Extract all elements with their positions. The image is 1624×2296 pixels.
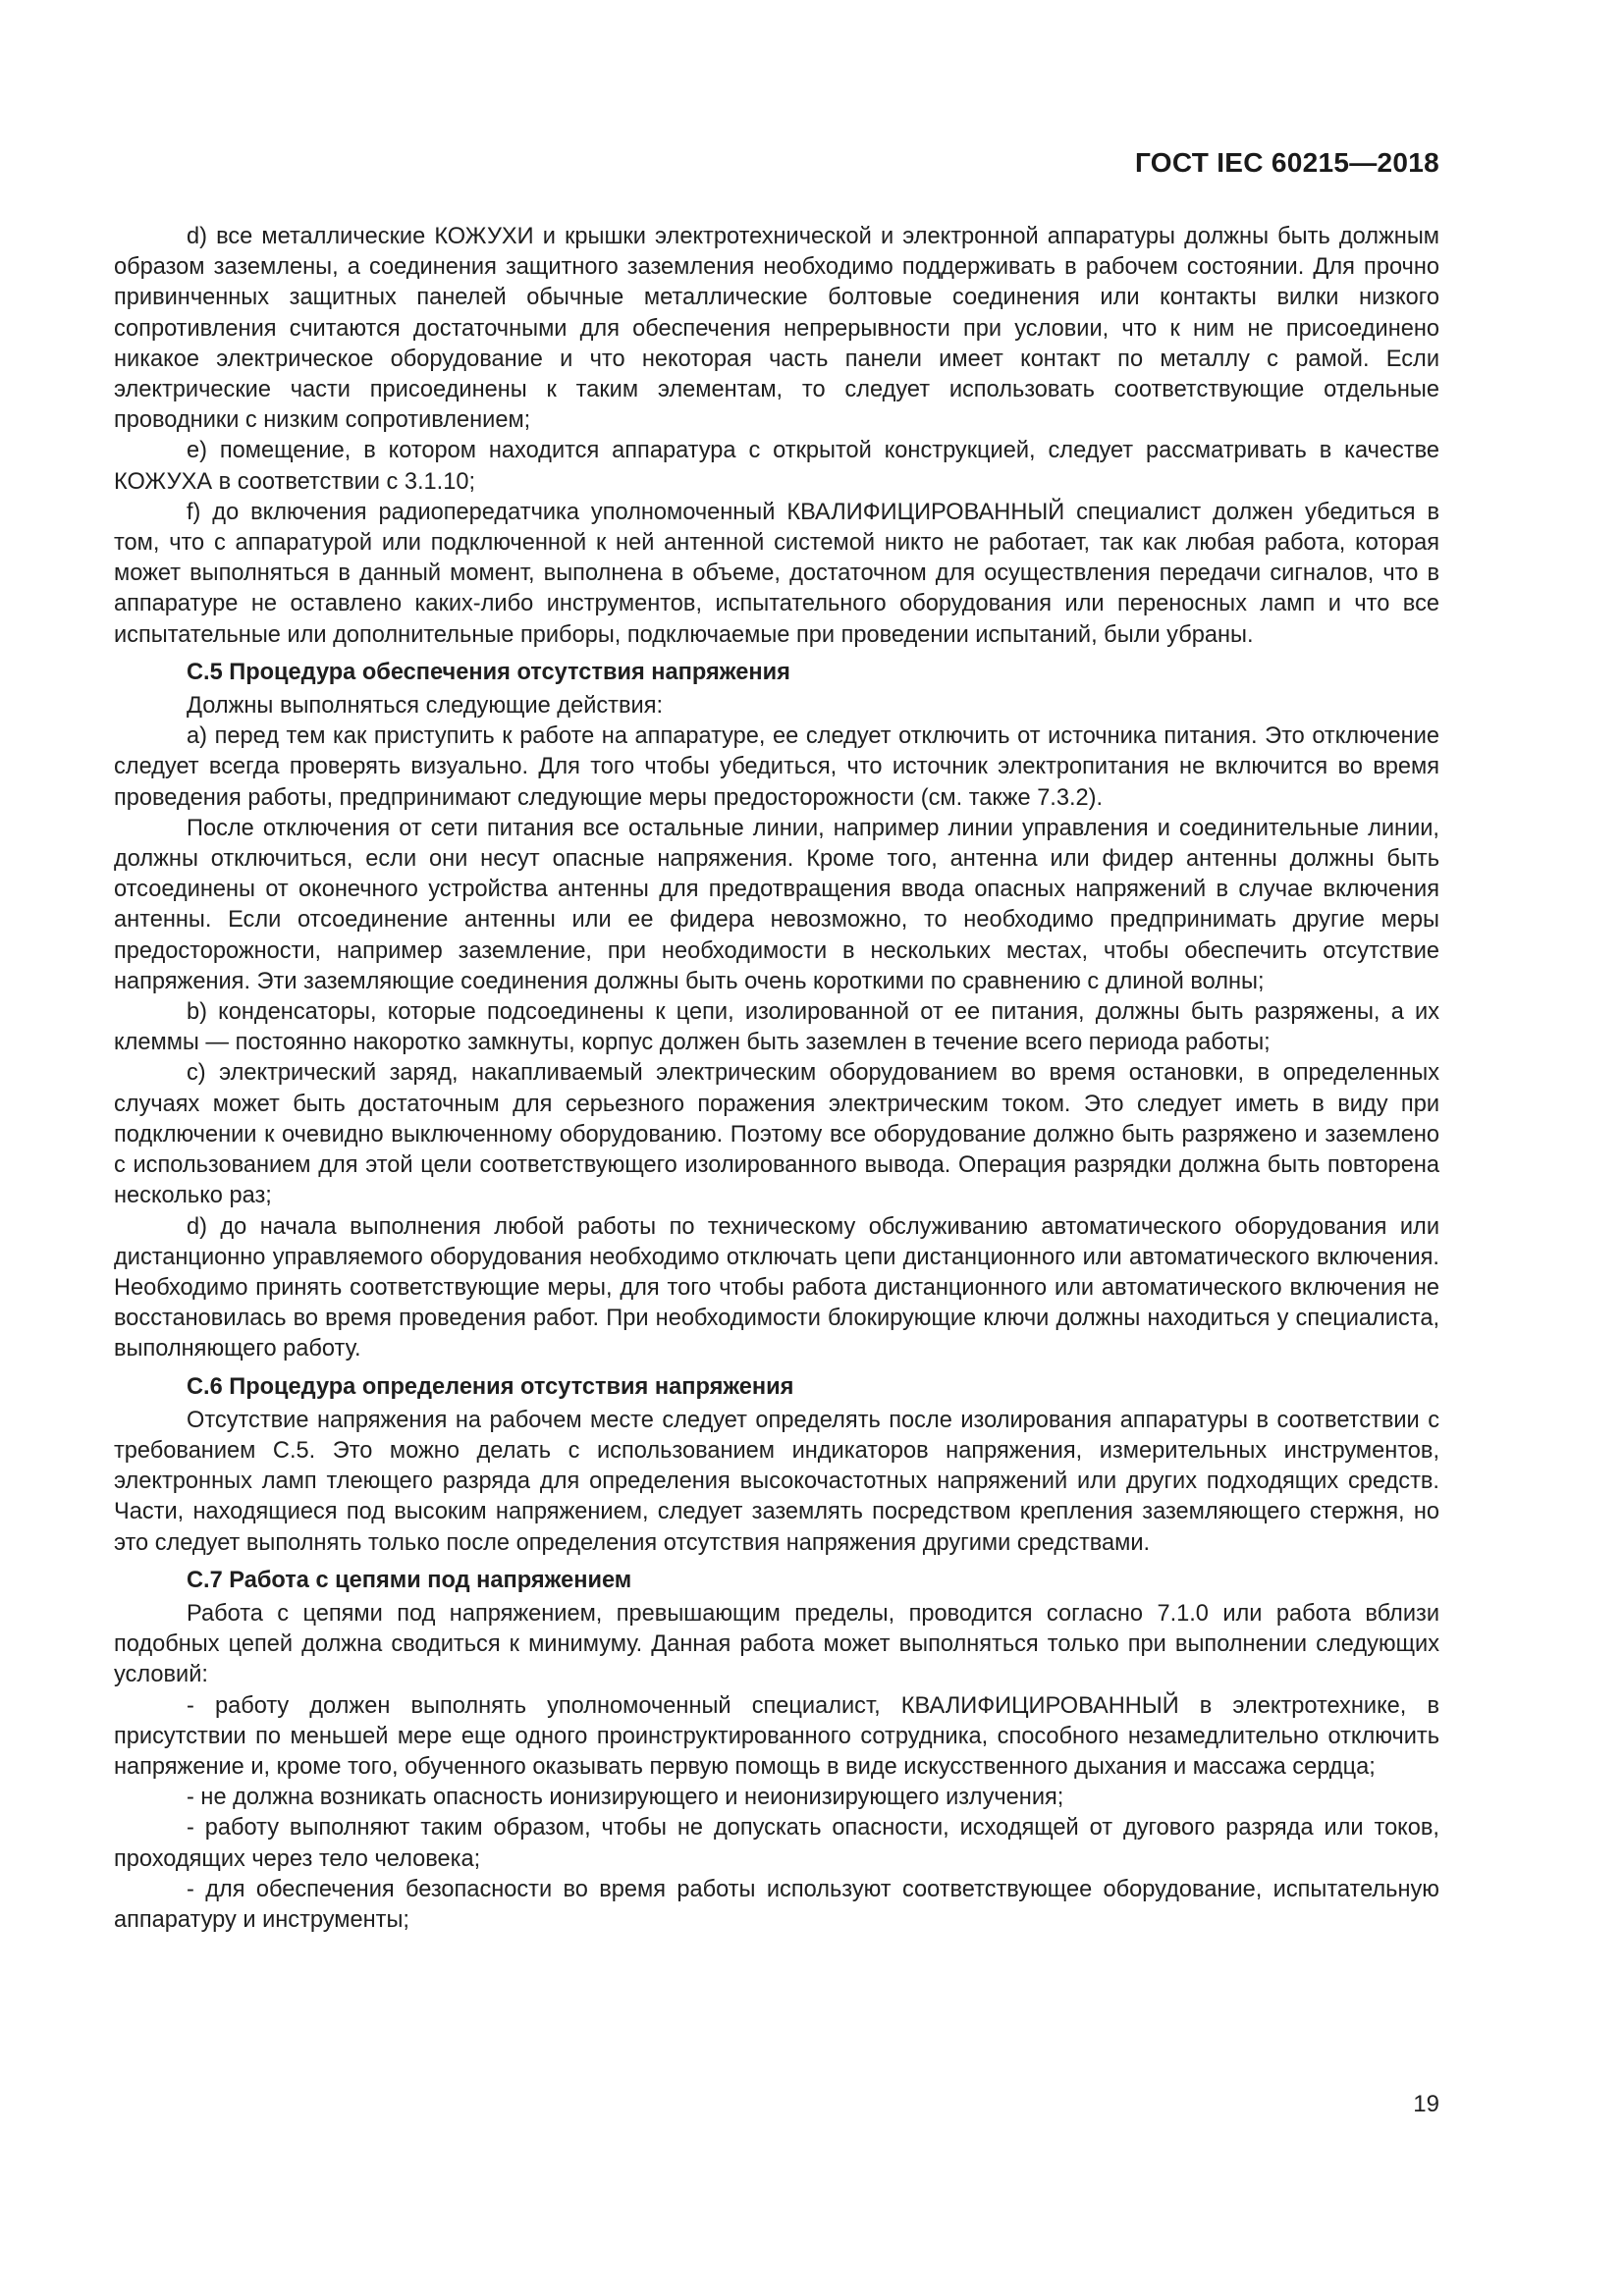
document-body [114, 222, 1439, 1936]
section-heading-c7: C.7 Работа с цепями под напряжением [187, 1567, 632, 1593]
section-heading-c5: C.5 Процедура обеспечения отсутствия напряжения [187, 659, 790, 685]
paragraph-item-f-transmitter: f) до включения радиопередатчика уполномоченный КВАЛИФИЦИРОВАННЫЙ специалист должен убедиться в том, что с аппаратурой или подключенной к ней антенной системой никто не работает, так как любая работа, которая может выполняться в данный момент, выполнена в объеме, достаточном для осуществления передачи сигналов, что в аппаратуре не оставлено каких-либо инструментов, испытательного оборудования или переносных ламп и что все испытательные или дополнительные приборы, подключаемые при проведении испытаний, были убраны. [114, 499, 1439, 648]
paragraph-c5-item-d: d) до начала выполнения любой работы по техническому обслуживанию автоматического оборудования или дистанционно управляемого оборудования необходимо отключать цепи дистанционного или автоматического включения. Необходимо принять соответствующие меры, для того чтобы работа дистанционного или автоматического включения не восстановилась во время проведения работ. При необходимости блокирующие ключи должны находиться у специалиста, выполняющего работу. [114, 1213, 1439, 1362]
section-heading-c6: C.6 Процедура определения отсутствия напряжения [187, 1373, 794, 1400]
paragraph-c5-item-c: c) электрический заряд, накапливаемый электрическим оборудованием во время остановки, в определенных случаях может быть достаточным для серьезного поражения электрическим током. Это следует иметь в виду при подключении к очевидно выключенному оборудованию. Поэтому все оборудование должно быть разряжено и заземлено с использованием для этой цели соответствующего изолированного вывода. Операция разрядки должна быть повторена несколько раз; [114, 1060, 1439, 1209]
paragraph-c7-condition-radiation: - не должна возникать опасность ионизирующего и неионизирующего излучения; [187, 1785, 1064, 1811]
paragraph-c7-intro: Работа с цепями под напряжением, превышающим пределы, проводится согласно 7.1.0 или работа вблизи подобных цепей должна сводиться к минимуму. Данная работа может выполняться только при выполнении следующих условий: [114, 1600, 1439, 1688]
paragraph-c5-item-a: a) перед тем как приступить к работе на аппаратуре, ее следует отключить от источника питания. Это отключение следует всегда проверять визуально. Для того чтобы убедиться, что источник электропитания не включится во время проведения работы, предпринимают следующие меры предосторожности (см. также 7.3.2). [114, 723, 1439, 811]
paragraph-item-e-room: e) помещение, в котором находится аппаратура с открытой конструкцией, следует рассматривать в качестве КОЖУХА в соответствии с 3.1.10; [114, 438, 1439, 495]
paragraph-c7-condition-arc: - работу выполняют таким образом, чтобы не допускать опасности, исходящей от дугового разряда или токов, проходящих через тело человека; [114, 1815, 1439, 1872]
paragraph-c7-condition-equipment: - для обеспечения безопасности во время работы используют соответствующее оборудование, испытательную аппаратуру и инструменты; [114, 1876, 1439, 1933]
paragraph-c5-intro: Должны выполняться следующие действия: [187, 693, 664, 720]
paragraph-c6-body: Отсутствие напряжения на рабочем месте следует определять после изолирования аппаратуры в соответствии с требованием C.5. Это можно делать с использованием индикаторов напряжения, измерительных инструментов, электронных ламп тлеющего разряда для определения высокочастотных напряжений или других подходящих средств. Части, находящиеся под высоким напряжением, следует заземлять посредством крепления заземляющего стержня, но это следует выполнять только после определения отсутствия напряжения другими средствами. [114, 1407, 1439, 1556]
paragraph-c7-condition-qualified: - работу должен выполнять уполномоченный специалист, КВАЛИФИЦИРОВАННЫЙ в электротехнике, в присутствии по меньшей мере еще одного проинструктированного сотрудника, способного незамедлительно отключить напряжение и, кроме того, обученного оказывать первую помощь в виде искусственного дыхания и массажа сердца; [114, 1692, 1439, 1780]
paragraph-c5-disconnection: После отключения от сети питания все остальные линии, например линии управления и соединительные линии, должны отключиться, если они несут опасные напряжения. Кроме того, антенна или фидер антенны должны быть отсоединены от оконечного устройства антенны для предотвращения ввода опасных напряжений в случае включения антенны. Если отсоединение антенны или ее фидера невозможно, то необходимо предпринимать другие меры предосторожности, например заземление, при необходимости в нескольких местах, чтобы обеспечить отсутствие напряжения. Эти заземляющие соединения должны быть очень короткими по сравнению с длиной волны; [114, 815, 1439, 994]
document-id-header: ГОСТ IEC 60215—2018 [1135, 147, 1439, 178]
paragraph-c5-item-b: b) конденсаторы, которые подсоединены к цепи, изолированной от ее питания, должны быть разряжены, а их клеммы — постоянно накоротко замкнуты, корпус должен быть заземлен в течение всего периода работы; [114, 999, 1439, 1056]
page-number: 19 [1413, 2091, 1439, 2117]
paragraph-item-d-enclosures: d) все металлические КОЖУХИ и крышки электротехнической и электронной аппаратуры должны быть должным образом заземлены, а соединения защитного заземления необходимо поддерживать в рабочем состоянии. Для прочно привинченных защитных панелей обычные металлические болтовые соединения или контакты вилки низкого сопротивления считаются достаточными для обеспечения непрерывности при условии, что к ним не присоединено никакое электрическое оборудование и что некоторая часть панели имеет контакт по металлу с рамой. Если электрические части присоединены к таким элементам, то следует использовать соответствующие отдельные проводники с низким сопротивлением; [114, 224, 1439, 434]
